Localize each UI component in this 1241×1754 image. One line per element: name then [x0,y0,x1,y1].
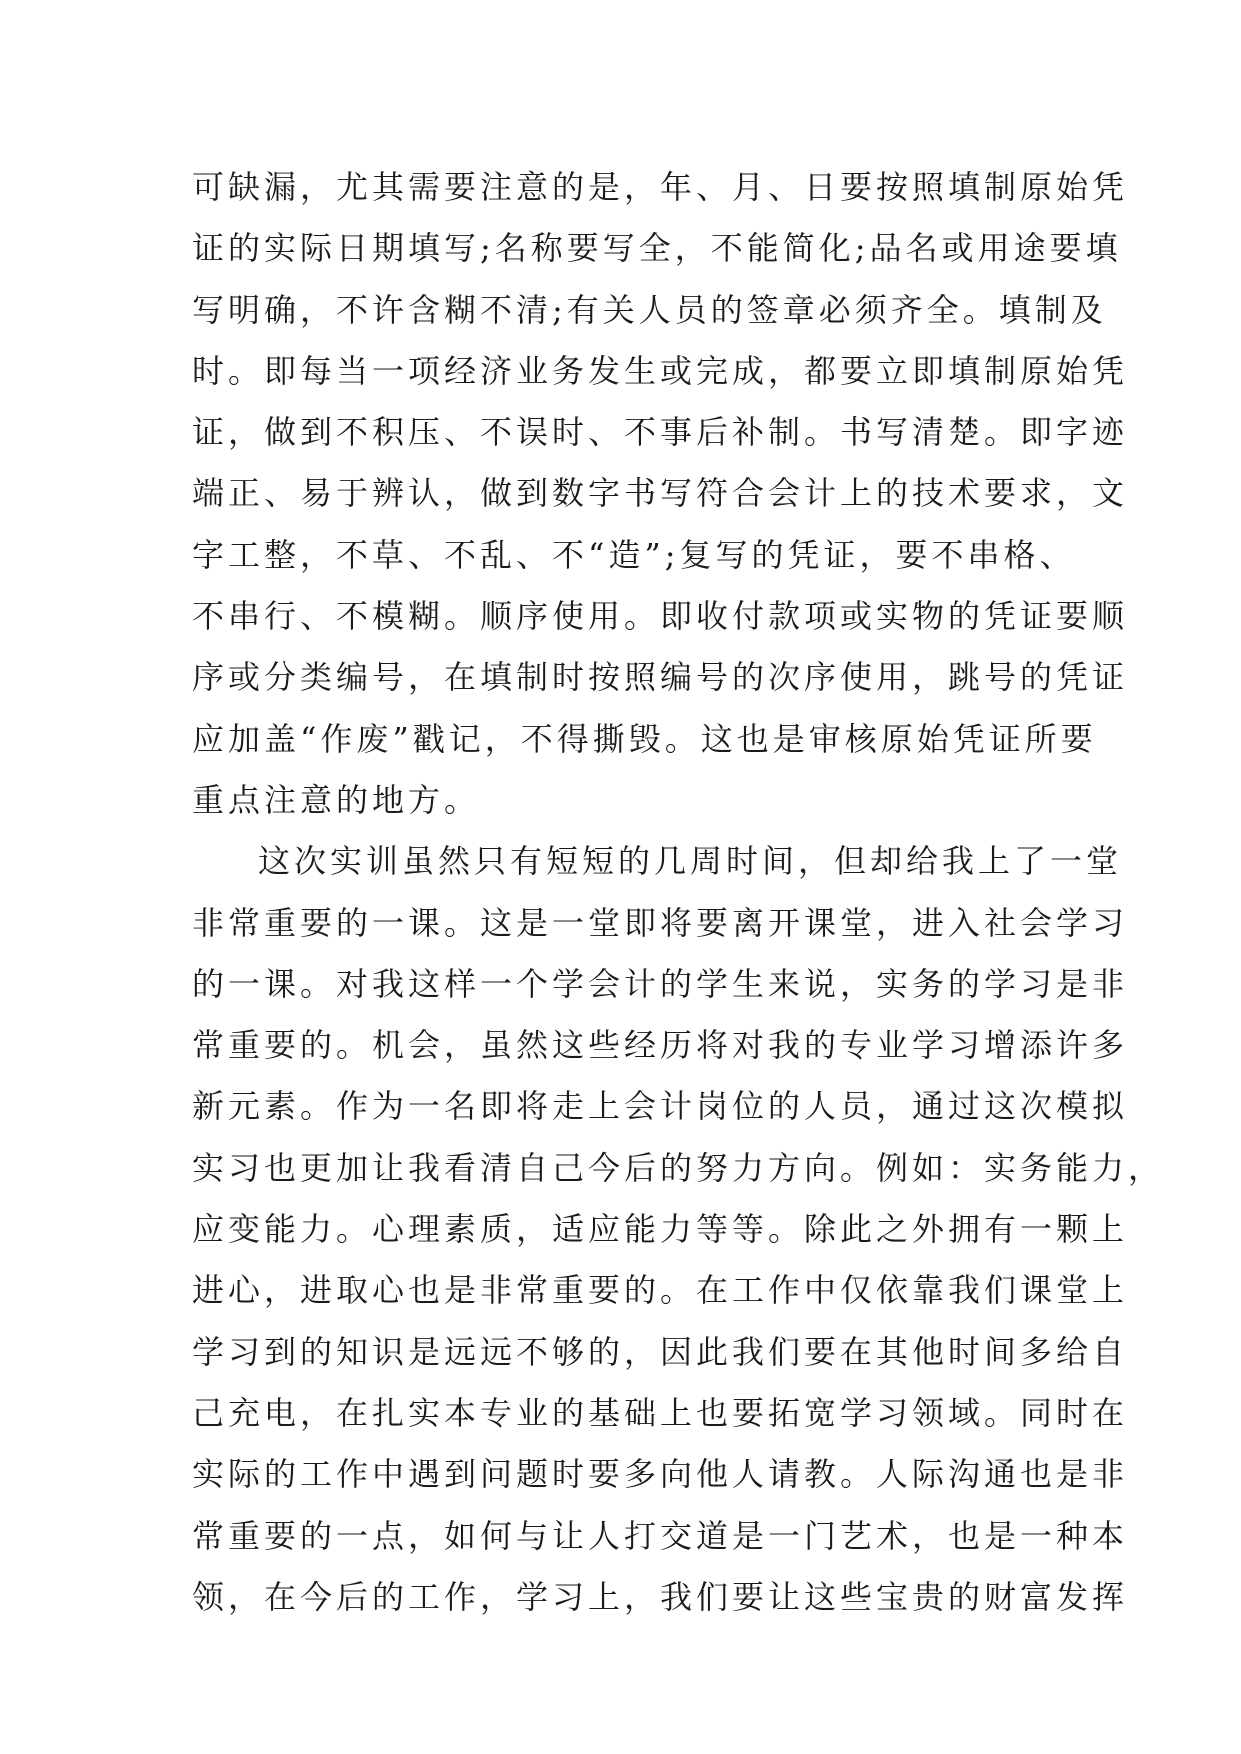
text-line: 写明确，不许含糊不清;有关人员的签章必须齐全。填制及 [192,290,1107,329]
text-line: 己充电，在扎实本专业的基础上也要拓宽学习领域。同时在 [192,1393,1129,1432]
document-body [192,157,1165,1628]
text-line: 常重要的。机会，虽然这些经历将对我的专业学习增添许多 [192,1026,1129,1065]
text-line: 常重要的一点，如何与让人打交道是一门艺术，也是一种本 [192,1516,1129,1555]
text-line: 学习到的知识是远远不够的，因此我们要在其他时间多给自 [192,1332,1129,1371]
text-line: 新元素。作为一名即将走上会计岗位的人员，通过这次模拟 [192,1087,1129,1126]
text-line: 字工整，不草、不乱、不“造”;复写的凭证，要不串格、 [192,535,1076,574]
text-line: 应变能力。心理素质，适应能力等等。除此之外拥有一颗上 [192,1210,1129,1249]
text-line: 非常重要的一课。这是一堂即将要离开课堂，进入社会学习 [192,903,1129,942]
text-line: 序或分类编号，在填制时按照编号的次序使用，跳号的凭证 [192,658,1129,697]
text-line: 实际的工作中遇到问题时要多向他人请教。人际沟通也是非 [192,1455,1129,1494]
text-line: 的一课。对我这样一个学会计的学生来说，实务的学习是非 [192,964,1129,1003]
text-line: 领，在今后的工作，学习上，我们要让这些宝贵的财富发挥 [192,1577,1129,1616]
text-line: 进心，进取心也是非常重要的。在工作中仅依靠我们课堂上 [192,1271,1129,1310]
paragraph-training-reflection [192,831,1165,1628]
text-line: 可缺漏，尤其需要注意的是，年、月、日要按照填制原始凭 [192,168,1129,206]
text-line: 不串行、不模糊。顺序使用。即收付款项或实物的凭证要顺 [192,597,1129,636]
text-line: 实习也更加让我看清自己今后的努力方向。例如：实务能力， [192,1148,1165,1187]
text-line: 重点注意的地方。 [192,780,481,819]
text-line: 证，做到不积压、不误时、不事后补制。书写清楚。即字迹 [192,413,1129,452]
text-line: 这次实训虽然只有短短的几周时间，但却给我上了一堂 [258,842,1123,881]
text-line: 端正、易于辨认，做到数字书写符合会计上的技术要求，文 [192,474,1129,513]
text-line: 证的实际日期填写;名称要写全，不能简化;品名或用途要填 [192,229,1122,268]
text-line: 时。即每当一项经济业务发生或完成，都要立即填制原始凭 [192,351,1129,390]
text-line: 应加盖“作废”戳记，不得撕毁。这也是审核原始凭证所要 [192,719,1097,758]
paragraph-voucher-requirements [192,157,1129,831]
